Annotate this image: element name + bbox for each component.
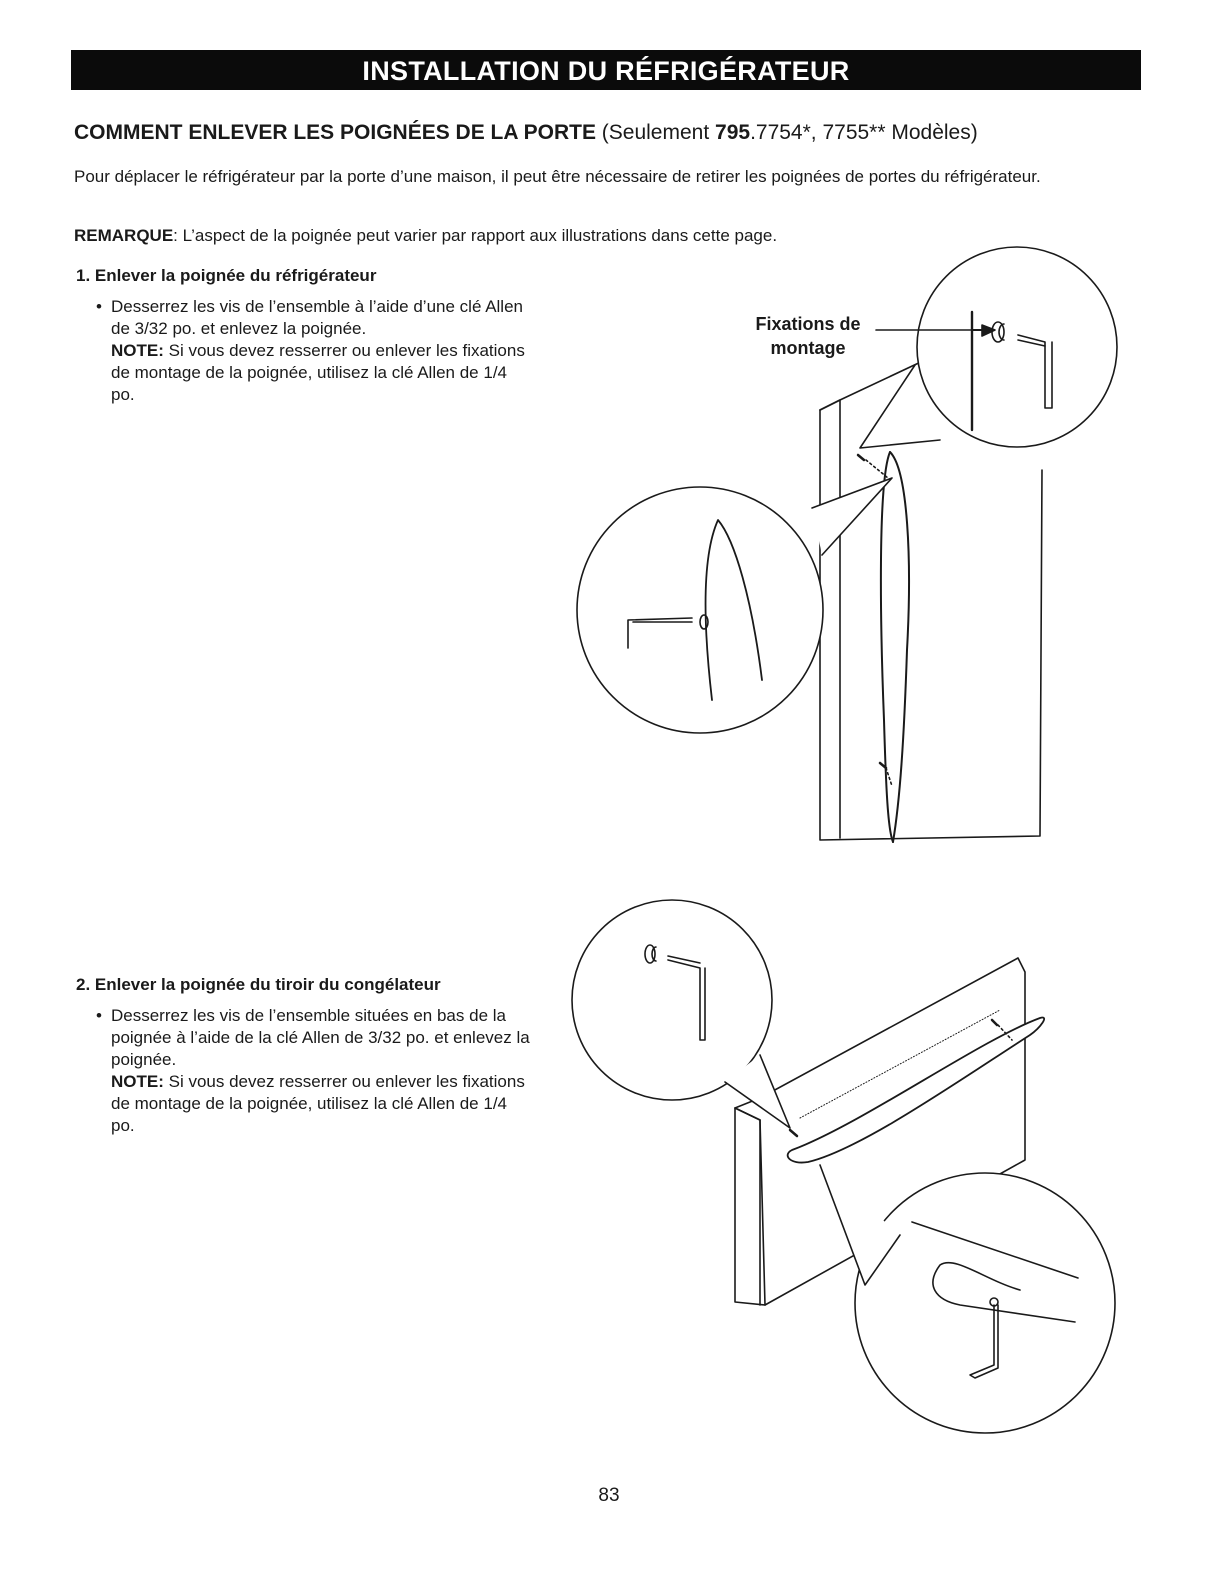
step-1-bullet: • xyxy=(96,297,102,316)
section-title-bold: COMMENT ENLEVER LES POIGNÉES DE LA PORTE xyxy=(74,121,596,144)
top-magnifier-illustration xyxy=(860,247,1117,448)
step-1-title: 1. Enlever la poignée du réfrigérateur xyxy=(76,266,377,285)
fixations-label: Fixations de montage xyxy=(755,314,861,358)
step-2-bullet: • xyxy=(96,1006,102,1025)
step-1-note-text: Si vous devez resserrer ou enlever les fixations de montage de la poignée, utilisez la clé Allen de 1/4 po. xyxy=(111,341,525,404)
remark-label: REMARQUE xyxy=(74,226,174,245)
page-number: 83 xyxy=(598,1485,620,1506)
remark-text: : L’aspect de la poignée peut varier par rapport aux illustrations dans cette page. xyxy=(173,226,778,245)
intro-paragraph: Pour déplacer le réfrigérateur par la porte d’une maison, il peut être nécessaire de retirer les poignées de portes du réfrigérateur. xyxy=(74,167,1041,186)
step-2-text: Desserrez les vis de l’ensemble situées en bas de la poignée à l’aide de la clé Allen de 3/32 po. et enlevez la poignée. xyxy=(111,1006,530,1069)
bottom-right-magnifier-illustration xyxy=(820,1165,1115,1433)
section-title-part-b: .7754*, 7755** Modèles) xyxy=(750,121,978,144)
page-banner: INSTALLATION DU RÉFRIGÉRATEUR xyxy=(71,50,1141,90)
section-title-model: 795 xyxy=(715,121,751,144)
top-left-magnifier-illustration xyxy=(572,900,790,1128)
step-2-note-label: NOTE: xyxy=(111,1072,164,1091)
section-title-part-a: (Seulement xyxy=(595,121,716,144)
step-1-note-label: NOTE: xyxy=(111,341,164,360)
step-1-text: Desserrez les vis de l’ensemble à l’aide d’une clé Allen de 3/32 po. et enlevez la poignée. xyxy=(111,297,523,338)
step-2-note-text: Si vous devez resserrer ou enlever les fixations de montage de la poignée, utilisez la clé Allen de 1/4 po. xyxy=(111,1072,525,1135)
step-2-title: 2. Enlever la poignée du tiroir du congélateur xyxy=(76,975,441,994)
